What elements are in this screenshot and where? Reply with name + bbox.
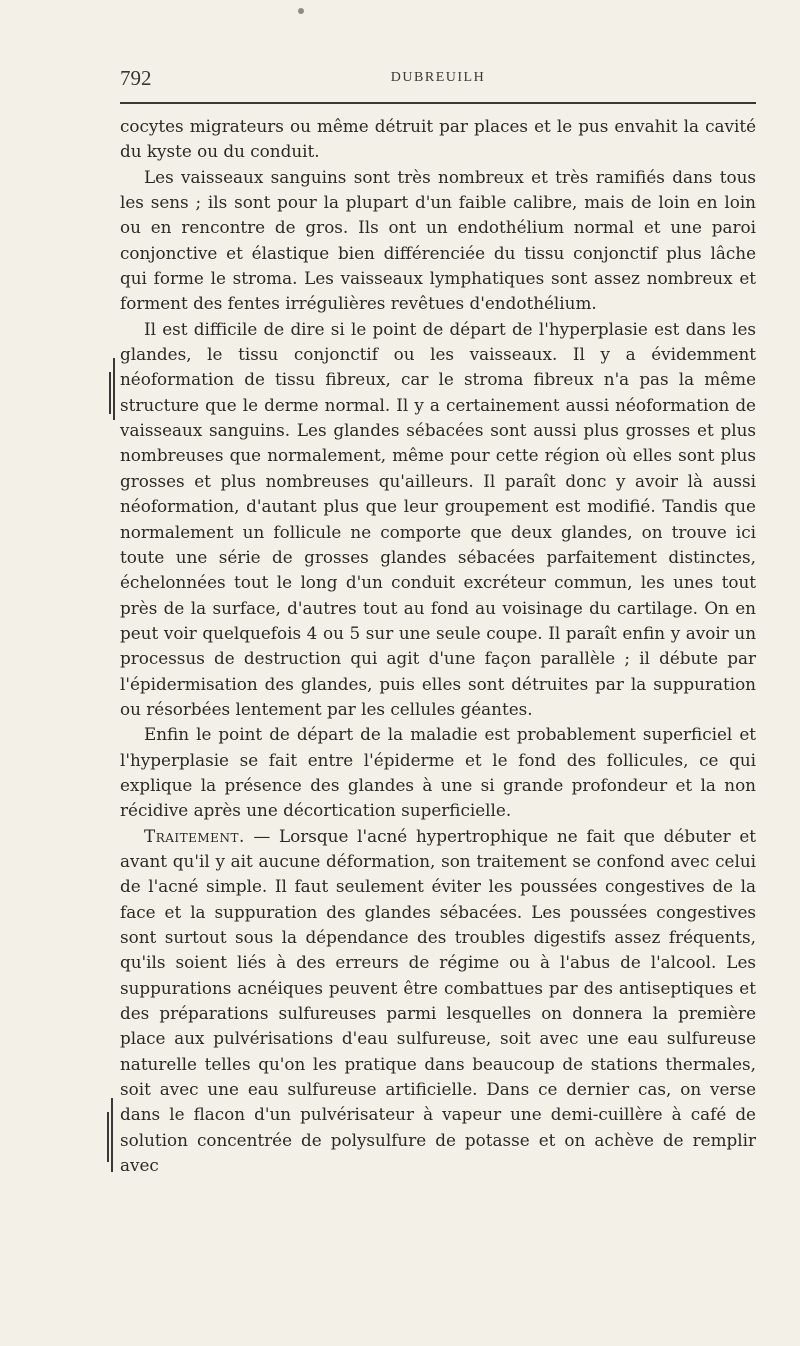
page-number: 792 [120, 66, 152, 90]
margin-mark [107, 1112, 109, 1162]
section-lead: Traitement. [144, 825, 245, 846]
paragraph: Enfin le point de départ de la maladie est probablement superficiel et l'hyperplasie se fait entre l'épiderme et le fond des follicules, ce qui explique la présence des glandes à une si grande profondeur et la non récidive après une décortication superficielle. [120, 724, 756, 821]
margin-mark [111, 1098, 113, 1172]
paragraph: Il est difficile de dire si le point de départ de l'hyperplasie est dans les glandes, le tissu conjonctif ou les vaisseaux. Il y a évidemment néoformation de tissu fibreux, car le stroma fibreux n'a pas la même structure que le derme normal. Il y a certainement aussi néoformation de vaisseaux sanguins. Les glandes sébacées sont aussi plus grosses et plus nombreuses que normalement, même pour cette région où elles sont plus grosses et plus nombreuses qu'ailleurs. Il paraît donc y avoir là aussi néoformation, d'autant plus que leur groupement est modifié. Tandis que normalement un follicule ne comporte que deux glandes, on trouve ici toute une série de grosses glandes sébacées parfaitement distinctes, échelonnées tout le long d'un conduit excréteur commun, les unes tout près de la surface, d'autres tout au fond au voisinage du cartilage. On en peut voir quelquefois 4 ou 5 sur une seule coupe. Il paraît enfin y avoir un processus de destruction qui agit d'une façon parallèle ; il débute par l'épidermisation des glandes, puis elles sont détruites par la suppuration ou résorbées lentement par les cellules géantes. [120, 318, 756, 719]
paragraph-text: — Lorsque l'acné hypertrophique ne fait que débuter et avant qu'il y ait aucune déformation, son traitement se confond avec celui de l'acné simple. Il faut seulement éviter les poussées congestives de la face et la suppuration des glandes sébacées. Les poussées congestives sont surtout sous la dépendance des troubles digestifs assez fréquents, qu'ils soient liés à des erreurs de régime ou à l'abus de l'alcool. Les suppurations acnéiques peuvent être combattues par des antiseptiques et des préparations sulfureuses parmi lesquelles on donnera la première place aux pulvérisations d'eau sulfureuse, soit avec une eau sulfureuse naturelle telles qu'on les pratique dans beaucoup de stations thermales, soit avec une eau sulfureuse artificielle. Dans ce dernier cas, on verse dans le flacon d'un pulvérisateur à vapeur une demi-cuillère à café de solution concentrée de polysulfure de potasse et on achève de remplir avec [120, 825, 756, 1176]
margin-mark [113, 358, 115, 420]
running-head: DUBREUILH [390, 70, 486, 85]
body-text [120, 114, 756, 1178]
page-header [120, 66, 756, 92]
header-rule [120, 102, 756, 104]
paragraph: cocytes migrateurs ou même détruit par places et le pus envahit la cavité du kyste ou du conduit. [120, 116, 756, 162]
ink-dot [298, 8, 304, 14]
margin-mark [109, 372, 111, 414]
paragraph-traitement [120, 824, 756, 1179]
paragraph: Les vaisseaux sanguins sont très nombreux et très ramifiés dans tous les sens ; ils sont pour la plupart d'un faible calibre, mais de loin en loin ou en rencontre de gros. Ils ont un endothélium normal et une paroi conjonctive et élastique bien différenciée du tissu conjonctif plus lâche qui forme le stroma. Les vaisseaux lymphatiques sont assez nombreux et forment des fentes irrégulières revêtues d'endothélium. [120, 166, 756, 314]
